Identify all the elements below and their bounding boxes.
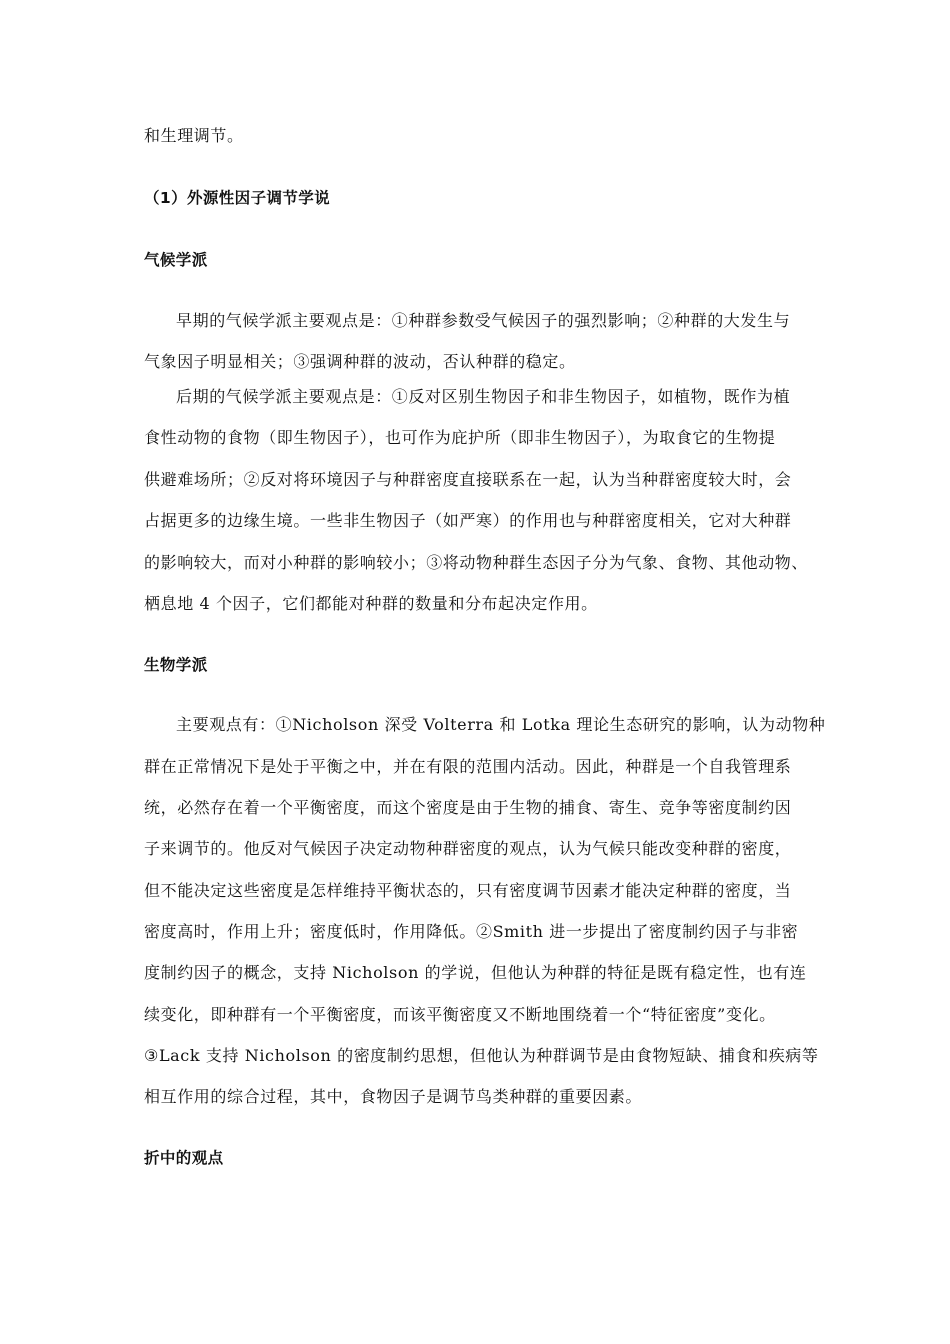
paragraph-line: 度制约因子的概念，支持 Nicholson 的学说，但他认为种群的特征是既有稳定性，也有连: [144, 963, 807, 982]
paragraph-line: 供避难场所；②反对将环境因子与种群密度直接联系在一起，认为当种群密度较大时，会: [144, 470, 792, 489]
paragraph-line: 但不能决定这些密度是怎样维持平衡状态的，只有密度调节因素才能决定种群的密度，当: [144, 881, 792, 900]
paragraph-line: 相互作用的综合过程，其中，食物因子是调节鸟类种群的重要因素。: [144, 1087, 643, 1106]
paragraph-line: 的影响较大，而对小种群的影响较小；③将动物种群生态因子分为气象、食物、其他动物、: [144, 553, 809, 572]
intro-line: 和生理调节。: [144, 126, 244, 145]
paragraph-line: 占据更多的边缘生境。一些非生物因子（如严寒）的作用也与种群密度相关，它对大种群: [144, 511, 792, 530]
climate-school-heading: 气候学派: [144, 251, 208, 269]
section-heading: （1）外源性因子调节学说: [144, 189, 331, 207]
paragraph-line: 密度高时，作用上升；密度低时，作用降低。②Smith 进一步提出了密度制约因子与非密: [144, 922, 799, 941]
paragraph-line: 后期的气候学派主要观点是：①反对区别生物因子和非生物因子，如植物，既作为植: [176, 387, 791, 406]
paragraph-line: 早期的气候学派主要观点是：①种群参数受气候因子的强烈影响；②种群的大发生与: [176, 311, 791, 330]
paragraph-line: ③Lack 支持 Nicholson 的密度制约思想，但他认为种群调节是由食物短缺、捕食和疾病等: [144, 1046, 819, 1065]
paragraph-line: 群在正常情况下是处于平衡之中，并在有限的范围内活动。因此，种群是一个自我管理系: [144, 757, 792, 776]
paragraph-line: 统，必然存在着一个平衡密度，而这个密度是由于生物的捕食、寄生、竞争等密度制约因: [144, 798, 792, 817]
paragraph-line: 主要观点有：①Nicholson 深受 Volterra 和 Lotka 理论生态研究的影响，认为动物种: [176, 715, 826, 734]
paragraph-line: 子来调节的。他反对气候因子决定动物种群密度的观点，认为气候只能改变种群的密度，: [144, 839, 792, 858]
paragraph-line: 栖息地 4 个因子，它们都能对种群的数量和分布起决定作用。: [144, 594, 598, 613]
paragraph-line: 气象因子明显相关；③强调种群的波动，否认种群的稳定。: [144, 352, 576, 371]
paragraph-line: 续变化，即种群有一个平衡密度，而该平衡密度又不断地围绕着一个“特征密度”变化。: [144, 1005, 776, 1024]
compromise-view-heading: 折中的观点: [144, 1149, 224, 1167]
biological-school-heading: 生物学派: [144, 656, 208, 674]
paragraph-line: 食性动物的食物（即生物因子），也可作为庇护所（即非生物因子），为取食它的生物提: [144, 428, 776, 447]
